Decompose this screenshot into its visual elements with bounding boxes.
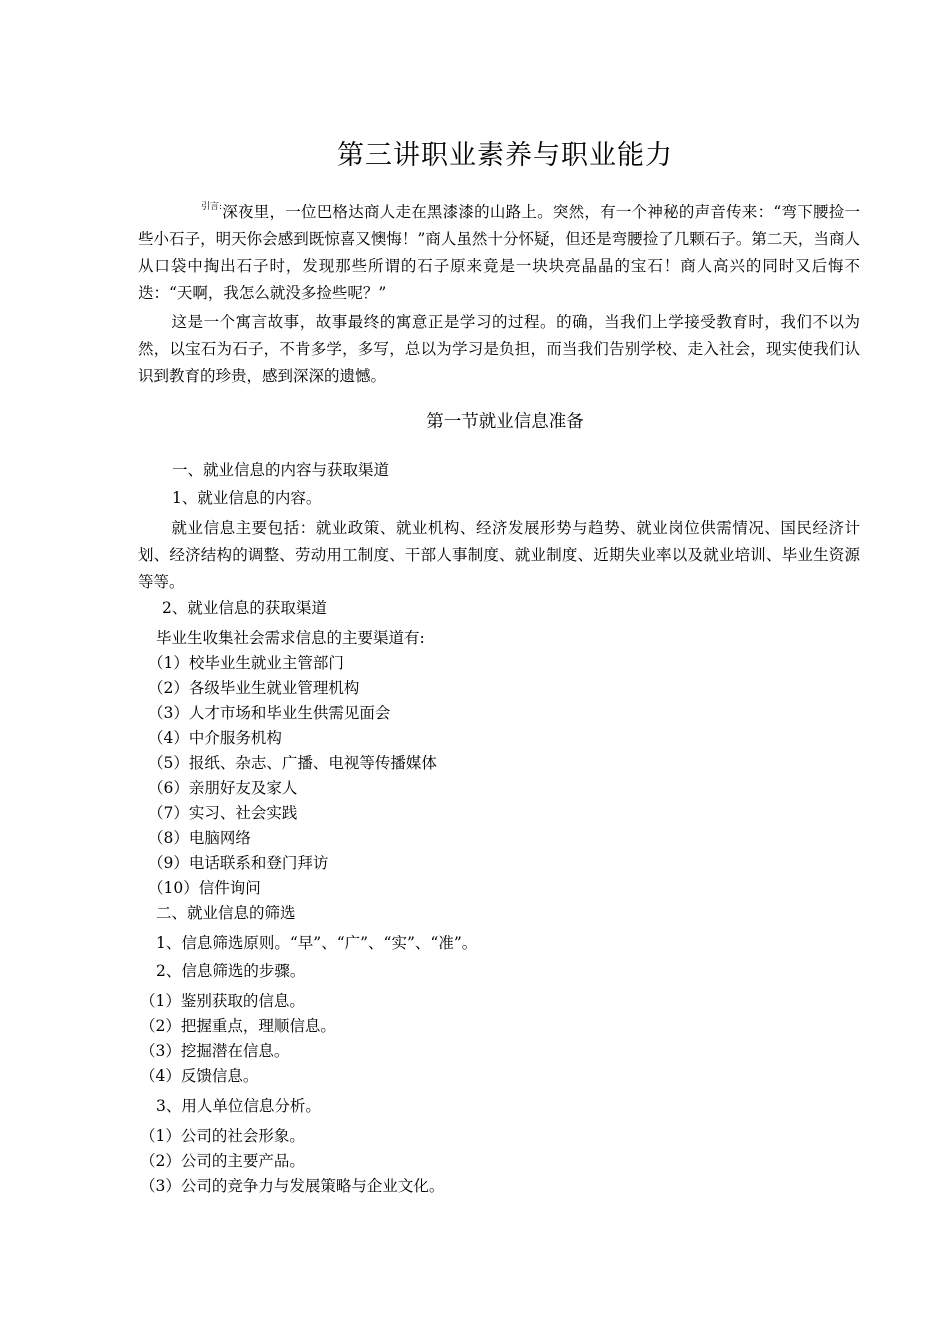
list-item: （2）公司的主要产品。: [140, 1152, 305, 1170]
list-item: （1）鉴别获取的信息。: [140, 992, 305, 1010]
list-item: （4）中介服务机构: [148, 729, 282, 747]
intro-text: 深夜里，一位巴格达商人走在黑漆漆的山路上。突然，有一个神秘的声音传来：“弯下腰捡一些小石子，明天你会感到既惊喜又懊悔！”商人虽然十分怀疑，但还是弯腰捡了几颗石子。第二天，当商人从口袋中掏出石子时，发现那些所谓的石子原来竟是一块块亮晶晶的宝石！商人高兴的同时又后悔不迭：“天啊，我怎么就没多捡些呢？”: [138, 203, 860, 302]
list-item: （3）人才市场和毕业生供需见面会: [148, 704, 391, 722]
list-item: （5）报纸、杂志、广播、电视等传播媒体: [148, 754, 437, 772]
list-item: （4）反馈信息。: [140, 1067, 259, 1085]
section-title: 第一节就业信息准备: [426, 412, 584, 432]
list-item: （3）挖掘潜在信息。: [140, 1042, 290, 1060]
moral-text: 这是一个寓言故事，故事最终的寓意正是学习的过程。的确，当我们上学接受教育时，我们不以为然，以宝石为石子，不肯多学，多写，总以为学习是负担，而当我们告别学校、走入社会，现实使我们认识到教育的珍贵，感到深深的遗憾。: [138, 313, 860, 385]
steps-title: 2、信息筛选的步骤。: [156, 962, 306, 980]
list-item: （10）信件询问: [148, 879, 261, 897]
subheading-content: 1、就业信息的内容。: [172, 489, 322, 507]
content-paragraph: [138, 515, 860, 596]
list-item: （7）实习、社会实践: [148, 804, 298, 822]
list-item: （9）电话联系和登门拜访: [148, 854, 329, 872]
channels-intro: 毕业生收集社会需求信息的主要渠道有:: [156, 629, 425, 647]
list-item: （2）把握重点，理顺信息。: [140, 1017, 336, 1035]
heading-one: 一、就业信息的内容与获取渠道: [172, 461, 390, 479]
moral-paragraph: [138, 309, 860, 390]
list-item: （1）公司的社会形象。: [140, 1127, 305, 1145]
screening-principle: 1、信息筛选原则。“早”、“广”、“实”、“准”。: [156, 934, 478, 952]
heading-two: 二、就业信息的筛选: [156, 904, 296, 922]
content-text: 就业信息主要包括：就业政策、就业机构、经济发展形势与趋势、就业岗位供需情况、国民经济计划、经济结构的调整、劳动用工制度、干部人事制度、就业制度、近期失业率以及就业培训、毕业生资源等等。: [138, 519, 860, 591]
intro-label: 引言:: [200, 202, 222, 212]
list-item: （6）亲朋好友及家人: [148, 779, 298, 797]
list-item: （3）公司的竞争力与发展策略与企业文化。: [140, 1177, 445, 1195]
intro-paragraph: [138, 199, 860, 307]
analysis-title: 3、用人单位信息分析。: [156, 1097, 321, 1115]
document-title: 第三讲职业素养与职业能力: [337, 140, 673, 171]
list-item: （8）电脑网络: [148, 829, 251, 847]
list-item: （2）各级毕业生就业管理机构: [148, 679, 360, 697]
subheading-channels: 2、就业信息的获取渠道: [162, 599, 327, 617]
list-item: （1）校毕业生就业主管部门: [148, 654, 344, 672]
